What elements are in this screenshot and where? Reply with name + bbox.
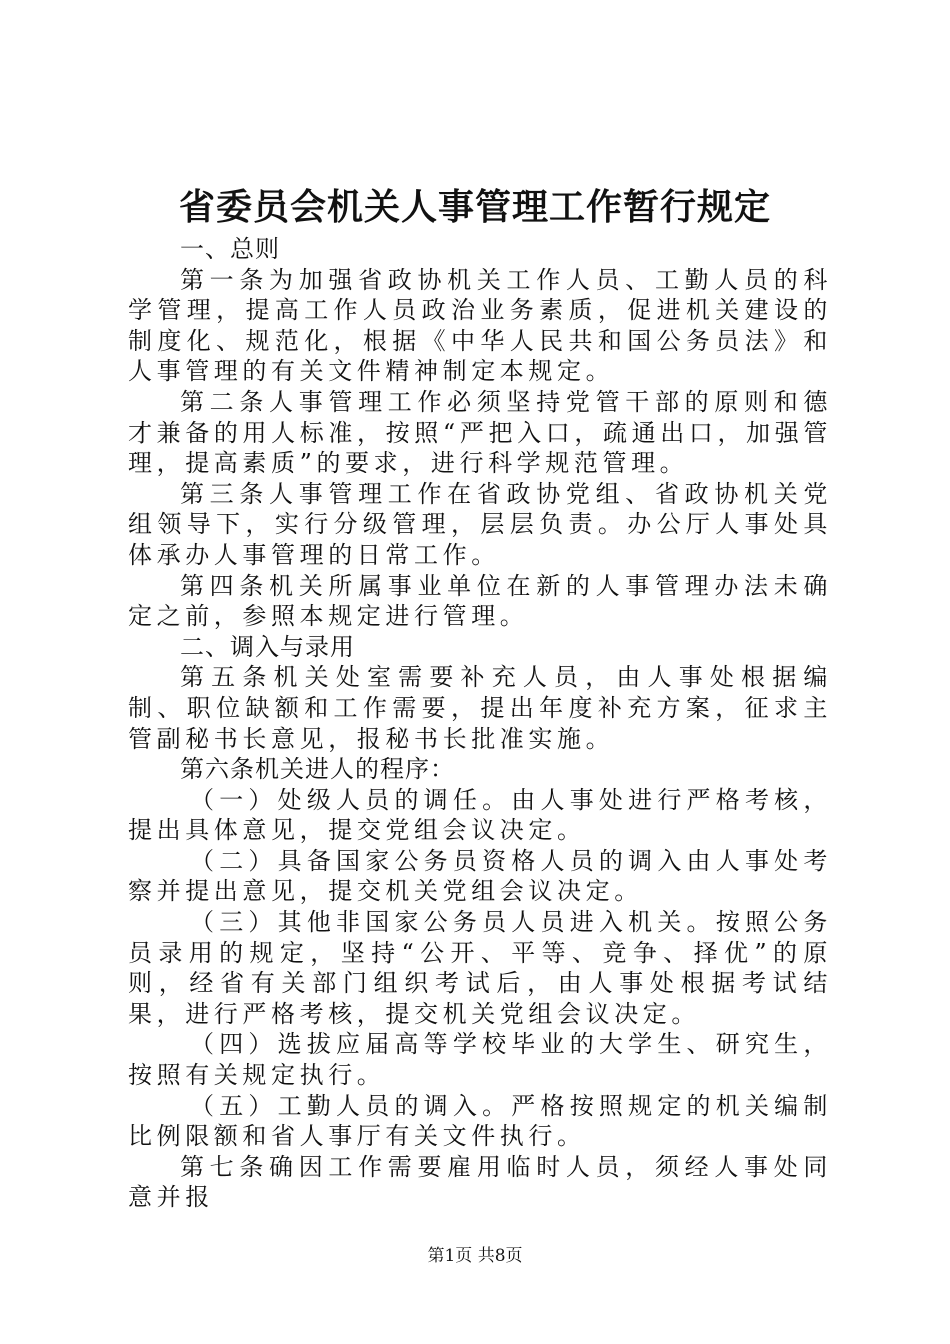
document-body <box>128 234 832 1213</box>
sub-item-paragraph: （三）其他非国家公务员人员进入机关。按照公务员录用的规定，坚持“公开、平等、竞争、择优”的原则，经省有关部门组织考试后，由人事处根据考试结果，进行严格考核，提交机关党组会议决定。 <box>128 908 832 1028</box>
section-heading: 二、调入与录用 <box>180 632 355 661</box>
article-paragraph: 第四条机关所属事业单位在新的人事管理办法未确定之前，参照本规定进行管理。 <box>128 571 832 631</box>
article-paragraph: 第二条人事管理工作必须坚持党管干部的原则和德才兼备的用人标准，按照“严把入口，疏通出口，加强管理，提高素质”的要求，进行科学规范管理。 <box>128 387 832 478</box>
sub-item-paragraph: （一）处级人员的调任。由人事处进行严格考核，提出具体意见，提交党组会议决定。 <box>128 785 832 845</box>
sub-item-paragraph: （四）选拔应届高等学校毕业的大学生、研究生，按照有关规定执行。 <box>128 1030 832 1090</box>
article-paragraph: 第七条确因工作需要雇用临时人员，须经人事处同意并报 <box>128 1152 832 1212</box>
document-title: 省委员会机关人事管理工作暂行规定 <box>178 186 771 228</box>
article-heading: 第六条机关进人的程序： <box>180 755 455 784</box>
article-paragraph: 第五条机关处室需要补充人员，由人事处根据编制、职位缺额和工作需要，提出年度补充方案，征求主管副秘书长意见，报秘书长批准实施。 <box>128 663 832 753</box>
article-paragraph: 第一条为加强省政协机关工作人员、工勤人员的科学管理，提高工作人员政治业务素质，促进机关建设的制度化、规范化，根据《中华人民共和国公务员法》和人事管理的有关文件精神制定本规定。 <box>128 265 832 386</box>
sub-item-paragraph: （五）工勤人员的调入。严格按照规定的机关编制比例限额和省人事厅有关文件执行。 <box>128 1091 832 1151</box>
section-heading: 一、总则 <box>180 235 280 263</box>
page-footer: 第1页 共8页 <box>427 1246 523 1266</box>
sub-item-paragraph: （二）具备国家公务员资格人员的调入由人事处考察并提出意见，提交机关党组会议决定。 <box>128 846 832 906</box>
article-paragraph: 第三条人事管理工作在省政协党组、省政协机关党组领导下，实行分级管理，层层负责。办公厅人事处具体承办人事管理的日常工作。 <box>128 479 832 569</box>
